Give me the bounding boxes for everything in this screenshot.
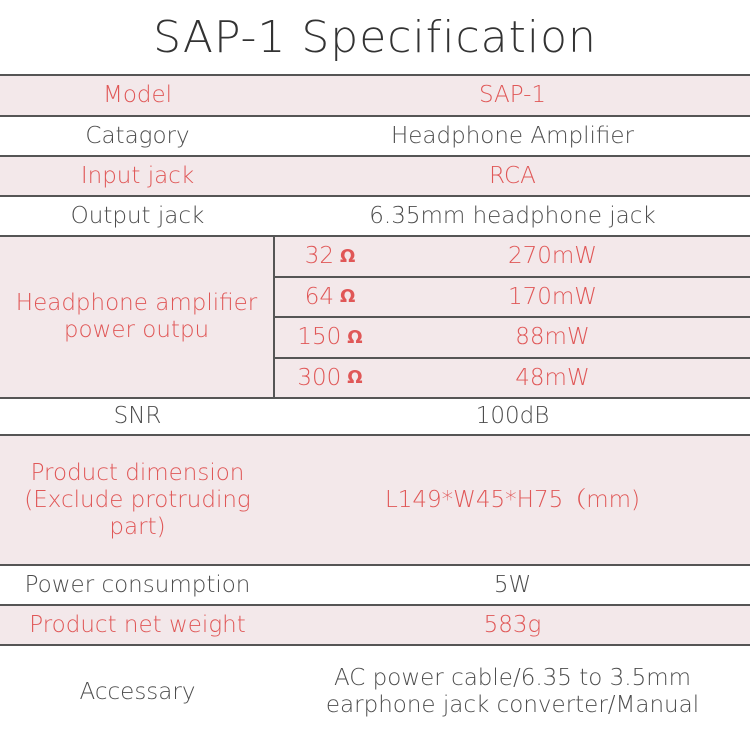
accessory-value-line1: AC power cable/6.35 to 3.5mm (333, 665, 692, 691)
accessory-label: Accessary (79, 678, 196, 705)
dimension-value: L149*W45*H75（mm) (384, 486, 641, 513)
power-output-row (275, 237, 750, 278)
snr-value: 100dB (475, 403, 550, 429)
weight-label: Product net weight (29, 611, 246, 638)
row-weight (0, 606, 750, 646)
impedance-value: 64 Ω (304, 283, 356, 310)
power-output-row (275, 359, 750, 398)
power-consumption-value: 5W (493, 571, 532, 598)
power-value: 170mW (507, 283, 598, 310)
snr-label: SNR (113, 403, 162, 429)
power-value: 48mW (515, 364, 590, 391)
power-output-label (0, 237, 275, 397)
power-value: 88mW (515, 324, 590, 351)
model-label: Model (102, 82, 173, 108)
row-snr (0, 399, 750, 436)
row-dimension (0, 436, 750, 566)
ohm-icon: Ω (347, 367, 363, 389)
power-output-table (275, 237, 750, 397)
row-power-output (0, 237, 750, 399)
row-model (0, 76, 750, 117)
ohm-icon: Ω (347, 326, 363, 348)
power-output-row (275, 278, 750, 319)
weight-value: 583g (483, 611, 542, 638)
page-title: SAP-1 Specification (153, 11, 597, 63)
impedance-value: 300 Ω (297, 364, 363, 391)
power-consumption-label: Power consumption (24, 571, 251, 598)
model-value: SAP-1 (478, 82, 547, 108)
accessory-value (275, 646, 750, 738)
dimension-label (0, 436, 275, 564)
power-output-label-line2: power outpu (63, 317, 210, 343)
accessory-value-line2: earphone jack converter/Manual (325, 692, 700, 718)
spec-table (0, 74, 750, 738)
dimension-label-line1: Product dimension (30, 459, 245, 486)
category-value: Headphone Amplifier (390, 122, 635, 149)
row-category (0, 117, 750, 157)
power-output-row (275, 318, 750, 359)
impedance-value: 150 Ω (297, 324, 363, 351)
power-output-label-line1: Headphone amplifier (15, 290, 258, 316)
category-label: Catagory (85, 122, 190, 149)
power-value: 270mW (507, 243, 598, 270)
ohm-icon: Ω (339, 286, 356, 308)
dimension-label-line2: (Exclude protruding (24, 486, 251, 513)
row-input-jack (0, 157, 750, 197)
impedance-value: 32 Ω (304, 243, 356, 270)
row-accessory (0, 646, 750, 738)
dimension-label-line3: part) (109, 513, 166, 540)
input-jack-label: Input jack (80, 162, 195, 189)
output-jack-label: Output jack (70, 202, 205, 229)
output-jack-value: 6.35mm headphone jack (369, 202, 656, 229)
row-power-consumption (0, 566, 750, 606)
ohm-icon: Ω (339, 245, 356, 267)
row-output-jack (0, 197, 750, 237)
input-jack-value: RCA (489, 162, 536, 189)
